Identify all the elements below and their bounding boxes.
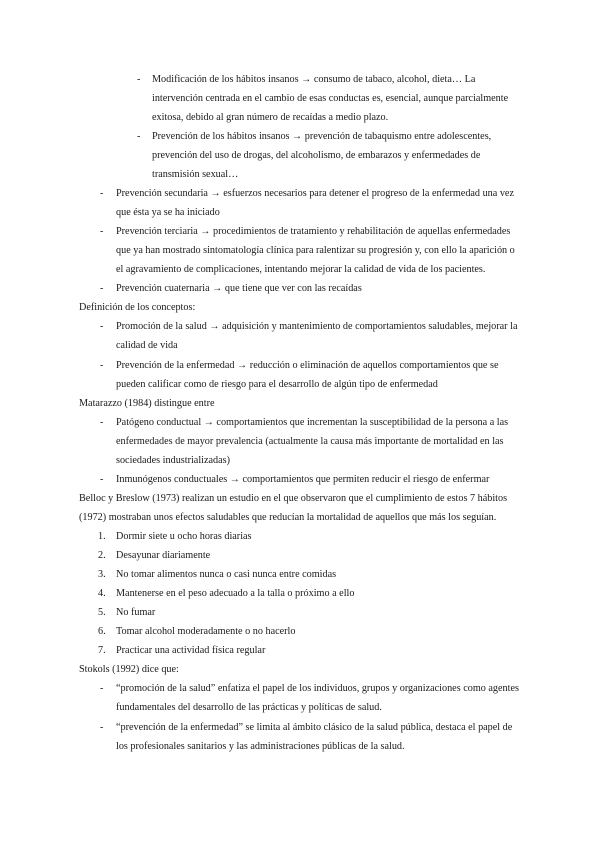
sub-bullet-line: Prevención de los hábitos insanos → prevención de tabaquismo entre adolescentes, <box>152 131 492 142</box>
list-item: Practicar una actividad física regular <box>116 645 266 656</box>
bullet-line: sociedades industrializadas) <box>116 455 231 466</box>
sub-bullet-line: transmisión sexual… <box>152 169 239 180</box>
bullet-marker: - <box>100 474 104 485</box>
bullet-line: “prevención de la enfermedad” se limita al ámbito clásico de la salud pública, destaca el papel de <box>116 722 513 733</box>
section-heading: Stokols (1992) dice que: <box>79 664 179 675</box>
section-heading: Definición de los conceptos: <box>79 302 196 313</box>
sub-bullet-line: intervención centrada en el cambio de esas conductas es, esencial, aunque parcialmente <box>152 93 509 104</box>
bullet-line: que ya han mostrado sintomatología clínica para ralentizar su progresión y, con ello la aparición o <box>116 245 515 256</box>
list-item: Mantenerse en el peso adecuado a la talla o próximo a ello <box>116 588 355 599</box>
paragraph-line: Belloc y Breslow (1973) realizan un estudio en el que observaron que el cumplimiento de estos 7 hábitos <box>79 493 508 504</box>
bullet-marker: - <box>100 226 104 237</box>
bullet-line: “promoción de la salud” enfatiza el papel de los individuos, grupos y organizaciones como agentes <box>116 683 519 694</box>
list-number: 3. <box>98 569 106 580</box>
list-number: 4. <box>98 588 106 599</box>
bullet-line: que ésta ya se ha iniciado <box>116 207 220 218</box>
list-item: Desayunar diariamente <box>116 550 211 561</box>
bullet-line: Inmunógenos conductuales → comportamientos que permiten reducir el riesgo de enfermar <box>116 474 490 485</box>
bullet-marker: - <box>100 360 104 371</box>
list-item: No tomar alimentos nunca o casi nunca entre comidas <box>116 569 337 580</box>
list-number: 1. <box>98 531 106 542</box>
bullet-line: fundamentales del desarrollo de las prácticas y políticas de salud. <box>116 702 382 713</box>
bullet-marker: - <box>100 188 104 199</box>
list-number: 7. <box>98 645 106 656</box>
list-number: 6. <box>98 626 106 637</box>
bullet-line: Prevención terciaria → procedimientos de tratamiento y rehabilitación de aquellas enfermedades <box>116 226 511 237</box>
bullet-line: el agravamiento de complicaciones, intentando mejorar la calidad de vida de los pacientes. <box>116 264 486 275</box>
list-item: No fumar <box>116 607 156 618</box>
bullet-marker: - <box>100 417 104 428</box>
list-number: 5. <box>98 607 106 618</box>
sub-bullet-line: exitosa, debido al gran número de recaídas a medio plazo. <box>152 112 389 123</box>
bullet-marker: - <box>100 321 104 332</box>
bullet-marker: - <box>100 683 104 694</box>
bullet-line: los profesionales sanitarios y las administraciones públicas de la salud. <box>116 741 405 752</box>
list-number: 2. <box>98 550 106 561</box>
bullet-line: Prevención secundaria → esfuerzos necesarios para detener el progreso de la enfermedad una vez <box>116 188 514 199</box>
bullet-line: Prevención de la enfermedad → reducción o eliminación de aquellos comportamientos que se <box>116 360 499 371</box>
sub-bullet-line: prevención del uso de drogas, del alcoholismo, de embarazos y enfermedades de <box>152 150 481 161</box>
bullet-line: pueden calificar como de riesgo para el desarrollo de algún tipo de enfermedad <box>116 379 438 390</box>
bullet-marker: - <box>100 283 104 294</box>
bullet-line: Prevención cuaternaria → que tiene que ver con las recaídas <box>116 283 362 294</box>
section-heading: Matarazzo (1984) distingue entre <box>79 398 215 409</box>
bullet-line: calidad de vida <box>116 340 178 351</box>
bullet-line: Promoción de la salud → adquisición y mantenimiento de comportamientos saludables, mejorar la <box>116 321 518 332</box>
list-item: Tomar alcohol moderadamente o no hacerlo <box>116 626 296 637</box>
paragraph-line: (1972) mostraban unos efectos saludables que reducían la mortalidad de aquellos que más los seguían. <box>79 512 497 523</box>
bullet-line: Patógeno conductual → comportamientos que incrementan la susceptibilidad de la persona a las <box>116 417 509 428</box>
sub-bullet-line: Modificación de los hábitos insanos → consumo de tabaco, alcohol, dieta… La <box>152 74 476 85</box>
sub-bullet-marker: - <box>137 74 141 85</box>
bullet-marker: - <box>100 722 104 733</box>
list-item: Dormir siete u ocho horas diarias <box>116 531 252 542</box>
sub-bullet-marker: - <box>137 131 141 142</box>
bullet-line: enfermedades de mayor prevalencia (actualmente la causa más importante de mortalidad en las <box>116 436 504 447</box>
